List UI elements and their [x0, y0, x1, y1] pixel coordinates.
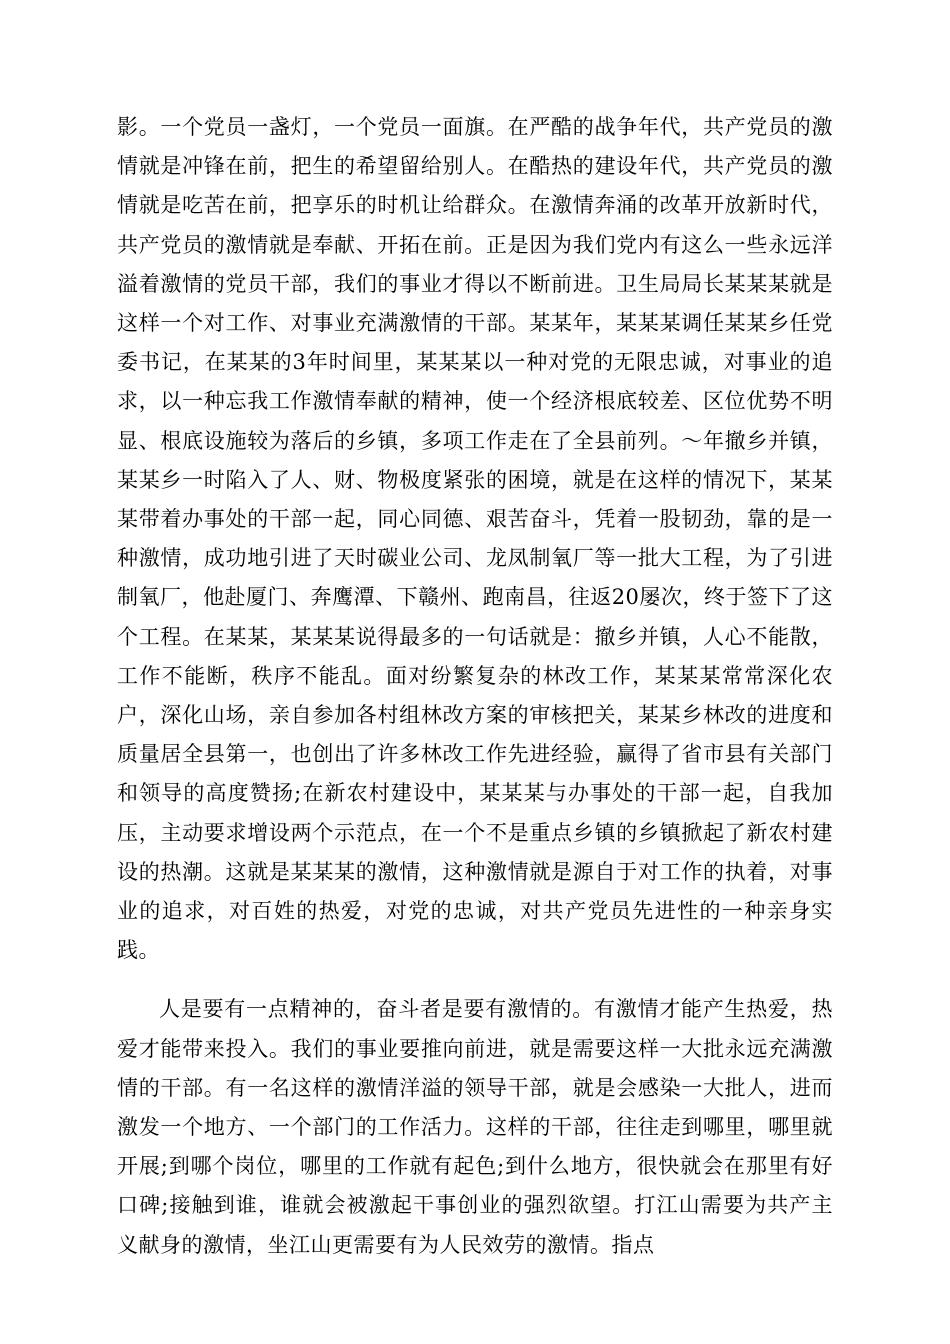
document-body — [117, 108, 833, 1265]
body-paragraph-2: 人是要有一点精神的，奋斗者是要有激情的。有激情才能产生热爱，热爱才能带来投入。我们的事业要推向前进，就是需要这样一大批永远充满激情的干部。有一名这样的激情洋溢的领导干部，就是会感染一大批人，进而激发一个地方、一个部门的工作活力。这样的干部，往往走到哪里，哪里就开展;到哪个岗位，哪里的工作就有起色;到什么地方，很快就会在那里有好口碑;接触到谁，谁就会被激起干事创业的强烈欲望。打江山需要为共产主义献身的激情，坐江山更需要有为人民效劳的激情。指点 — [117, 997, 833, 1257]
body-paragraph-1: 影。一个党员一盏灯，一个党员一面旗。在严酷的战争年代，共产党员的激情就是冲锋在前，把生的希望留给别人。在酷热的建设年代，共产党员的激情就是吃苦在前，把享乐的时机让给群众。在激情奔涌的改革开放新时代，共产党员的激情就是奉献、开拓在前。正是因为我们党内有这么一些永远洋溢着激情的党员干部，我们的事业才得以不断前进。卫生局局长某某某就是这样一个对工作、对事业充满激情的干部。某某年，某某某调任某某乡任党委书记，在某某的3年时间里，某某某以一种对党的无限忠诚，对事业的追求，以一种忘我工作激情奉献的精神，使一个经济根底较差、区位优势不明显、根底设施较为落后的乡镇，多项工作走在了全县前列。～年撤乡并镇，某某乡一时陷入了人、财、物极度紧张的困境，就是在这样的情况下，某某某带着办事处的干部一起，同心同德、艰苦奋斗，凭着一股韧劲，靠的是一种激情，成功地引进了天时碳业公司、龙凤制氧厂等一批大工程，为了引进制氧厂，他赴厦门、奔鹰潭、下赣州、跑南昌，往返20屡次，终于签下了这个工程。在某某，某某某说得最多的一句话就是：撤乡并镇，人心不能散，工作不能断，秩序不能乱。面对纷繁复杂的林改工作，某某某常常深化农户，深化山场，亲自参加各村组林改方案的审核把关，某某乡林改的进度和质量居全县第一，也创出了许多林改工作先进经验，赢得了省市县有关部门和领导的高度赞扬;在新农村建设中，某某某与办事处的干部一起，自我加压，主动要求增设两个示范点，在一个不是重点乡镇的乡镇掀起了新农村建设的热潮。这就是某某某的激情，这种激情就是源自于对工作的执着，对事业的追求，对百姓的热爱，对党的忠诚，对共产党员先进性的一种亲身实践。 — [117, 115, 833, 963]
